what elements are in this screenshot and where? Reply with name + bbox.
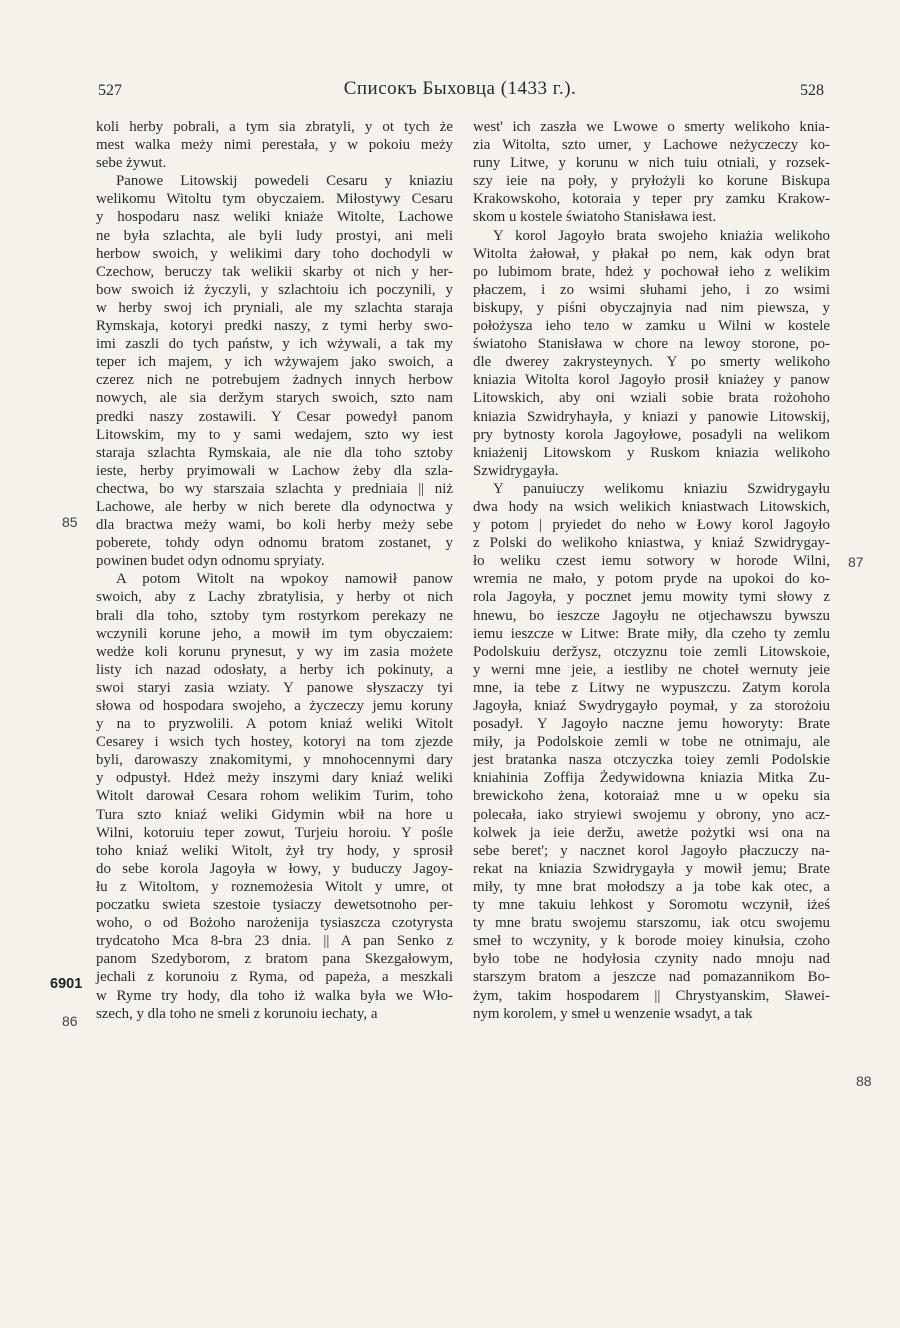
text-line: kolwek ja ieie deržu, awetże pożytki wsi ona na: [473, 824, 830, 841]
left-text-column: [96, 118, 453, 1023]
text-line: Czechow, beruczy tak welikii skarby ot nich y her-: [96, 263, 453, 280]
text-line: starszym bratom a jeszcze nad pomazannikom Bo-: [473, 969, 830, 986]
text-line: do sebe korola Jagoyła w łowy, y buduczy Jagoy-: [96, 860, 453, 877]
text-line: koli herby pobrali, a tym sia zbratyli, y ot tych że: [96, 119, 453, 135]
text-line: ieste, herby pryimowali w Lachow żeby dla szla-: [96, 462, 453, 479]
text-line: kniażenij Litowskom y Ruskom kniazia welikoho: [473, 444, 830, 461]
text-line: położysza ieho tело w zamku u Wilni w kostele: [473, 318, 830, 335]
text-line: Lachowe, ale herby w nich berete dla odynoctwa y: [96, 498, 453, 515]
text-line: hnewu, bo ieszcze Jagoyłu ne otjechawszu bywszu: [473, 607, 830, 624]
text-line: w herby swoj ich pryniali, ale my szlachta staraja: [96, 299, 453, 316]
text-line: płaczem, i zo wsimi słuhami jeho, i zo wsimi: [473, 281, 830, 298]
text-line: Szwidrygayła.: [473, 462, 559, 479]
page-number-right: 528: [800, 82, 824, 99]
text-line: było tobe ne hodyłosia czynity nado mnoju nad: [473, 951, 830, 968]
text-line: wczynili korune jeho, a mowił im tym obyczaiem:: [96, 625, 453, 642]
text-line: polecała, iako stryiewi swojemu y obrony, yno acz-: [473, 806, 830, 823]
text-line: bow swoich iż życzyli, y szlachtoiu ich poczynili, y: [96, 281, 453, 298]
text-line: Tura szto kniaź weliki Gidymin wbił na hore u: [96, 806, 453, 823]
text-line: kniazia Szwidryhayła, y kniazi y panowie Litowskij,: [473, 408, 830, 425]
text-line: chectwa, bo wy starszaia szlachta y predniaia || niż: [96, 480, 453, 497]
text-line: west' ich zaszła we Lwowe o smerty welikoho knia-: [473, 119, 830, 135]
margin-number: 86: [62, 1013, 78, 1029]
text-line: dwa hody na wsich welikich kniastwach Litowskich,: [473, 498, 830, 515]
text-line: brewickoho żena, kotoraiaż mne u w opeku sia: [473, 788, 830, 805]
text-line: byli, darowaszy znakomitymi, y mnohocennymi dary: [96, 752, 453, 769]
text-line: ty mne takuiu lehkost y Soromotu wczynił, iżeś: [473, 897, 830, 914]
text-line: iemu ieszcze w Litwe: Brate miły, dla czeho ty zemlu: [473, 625, 830, 642]
text-line: trydcatoho Mca 8-bra 23 dnia. || A pan Senko z: [96, 933, 453, 950]
text-line: staraja szlachta Rymskaia, ale nie dla toho sztoby: [96, 444, 453, 461]
text-line: ne była szlachta, ale byli ludy prostyi, ani meli: [96, 227, 453, 244]
text-line: woho, o od Bożoho narożenija tysiaszcza czotyrysta: [96, 915, 453, 932]
text-line: Jagoyła, kniaź Swydrygayło poymał, y za storożoiu: [473, 698, 830, 714]
running-title: Списокъ Быховца (1433 г.).: [343, 78, 577, 99]
text-line: sebe żywut.: [96, 155, 167, 172]
text-line: dla bractwa meży wami, bo koli herby meży sebe: [96, 517, 453, 534]
text-line: runy Litwe, y korunu w nich tuiu otniali, y rozsek-: [473, 155, 830, 172]
page-number-left: 527: [98, 82, 122, 99]
text-line: y odpustył. Hdeż meży inszymi dary kniaź weliki: [96, 770, 453, 787]
text-line: łu z Witoltom, y roznemożesia Witolt y umre, ot: [96, 878, 453, 895]
text-line: swoi staryi zasia wziaty. Y panowe słyszaczy tyi: [96, 679, 453, 696]
margin-number: 87: [848, 554, 864, 570]
text-line: A potom Witolt na wpokoy namowił panow: [116, 571, 453, 588]
text-line: wedże koli korunu prynesut, y wy im zasia możete: [96, 643, 453, 660]
text-line: kniahinia Zoffija Żedywidowna kniazia Mitka Zu-: [473, 770, 830, 787]
margin-number: 85: [62, 514, 78, 530]
text-line: listy ich nazad odosłaty, a herby ich pokinuty, a: [96, 661, 453, 678]
right-text-column: [473, 118, 830, 1023]
text-line: jest bratanka nasza otczyczka toiey zemli Podolskie: [473, 752, 830, 769]
text-line: ty mne bratu swojemu starszomu, iak otcu swojemu: [473, 915, 830, 932]
text-line: z Polski do welikoho kniastwa, y kniaź Szwidrygay-: [473, 535, 830, 552]
text-line: rekat na kniazia Szwidrygayła y mowił jemu; Brate: [473, 860, 830, 877]
text-line: y werni mne jeie, a iestliby ne choteł wernuty jeie: [473, 661, 830, 678]
running-header: [96, 78, 824, 106]
text-line: po lubimom brate, hdeż y pochował ieho z welikim: [473, 263, 830, 280]
text-line: nowych, ale sia deržym starych swoich, szto nam: [96, 390, 453, 407]
text-line: nym korolem, y smeł u wenzenie wsadyt, a tak: [473, 1005, 753, 1022]
text-line: powinen budet odyn odnomu spryiaty.: [96, 553, 325, 570]
text-line: teper ich majem, y ich wżywajem jako swoich, a: [96, 354, 453, 371]
text-line: Y panuiuczy welikomu kniaziu Szwidrygayłu: [493, 480, 830, 497]
text-line: Krakowskoho, kotoraia y teper pry zamku Krakow-: [473, 191, 830, 208]
text-line: Y korol Jagoyło brata swojeho kniażia welikoho: [493, 227, 830, 244]
text-line: w Ryme try hody, dla toho iż walka była we Wło-: [96, 987, 453, 1004]
text-line: toho kniaź weliki Witolt, żył try hody, y sprosił: [96, 842, 453, 859]
text-line: y na to pryzwolili. A potom kniaź weliki Witolt: [96, 716, 453, 733]
text-line: imi zaszli do tych państw, y ich wżywali, a tak my: [96, 336, 453, 353]
text-line: czerez nich ne potrebujem żadnych innych herbow: [96, 372, 453, 389]
text-line: wremia ne mało, y potom pryde na upokoi do ko-: [473, 571, 830, 588]
text-line: brali dla toho, sztoby tym rostyrkom perekazy ne: [96, 607, 453, 624]
text-line: welikomu Witoltu tym obyczaiem. Miłostywy Cesaru: [96, 191, 453, 208]
text-line: miły, ja Podolskoie zemli w tobe ne otnimaju, ale: [473, 734, 830, 751]
text-line: miły, ty mne brat mołodszy a ja tobe kak otec, a: [473, 878, 830, 895]
text-line: Litowskich, aby oni wziali sobie brata rożohoho: [473, 390, 830, 407]
text-line: ło weliku czest iemu sotwory w horode Wilni,: [473, 553, 830, 570]
text-line: zia Witolta, szto umer, y Lachowe neżyczeczy ko-: [473, 137, 830, 154]
text-line: jechali z korunoiu z Ryma, od papeża, a meszkali: [96, 969, 453, 986]
text-line: szy ieie na poły, y pryłożyli ko korune Biskupa: [473, 173, 830, 190]
text-line: skom u kostele światoho Stanisława iest.: [473, 209, 717, 226]
text-line: kniazia Witolta korol Jagoyło prosił kniażey y panow: [473, 372, 830, 389]
text-line: poberete, tohdy odyn odnomu bratom zostanet, y: [96, 535, 453, 552]
text-line: Litowskim, my to y sami wedajem, szto wy iest: [96, 426, 453, 443]
text-line: poczatku swieta szestoie tysiaczy dewetsotnoho per-: [96, 897, 453, 914]
text-line: rola Jagoyła, y pocznet jemu mowity tymi słowy z: [473, 589, 830, 606]
margin-number: 88: [856, 1073, 872, 1089]
text-line: panom Szedyborom, z bratom pana Skezgałowym,: [96, 951, 453, 968]
text-line: mest walka meży nimi perestała, y w pokoiu meży: [96, 137, 453, 154]
text-line: słowa od hospodara swojeho, a życzeczy jemu koruny: [96, 698, 453, 714]
text-line: smeł to wczynity, y k borode moiey kinułsia, czoho: [473, 933, 830, 950]
text-line: Podolskuiu deržysz, otczyznu toie zemli Litowskoie,: [473, 643, 830, 660]
text-line: Witolta żałował, y płakał po nem, kak odyn brat: [473, 245, 830, 262]
text-line: pry bytnosty korola Jagoyłowe, posadyli na welikom: [473, 426, 830, 443]
text-line: herbow swoich, y welikimi dary toho dochodyli w: [96, 245, 453, 262]
text-line: Rymskaja, kotoryi predki naszy, z tymi herby swo-: [96, 318, 453, 335]
text-line: Witolt darował Cesara rohom welikim Turim, toho: [96, 788, 453, 805]
text-line: y hospodaru nasz weliki kniaże Witolte, Lachowe: [96, 209, 453, 226]
text-line: y potom | pryiedet do neho w Łowy korol Jagoyło: [473, 517, 830, 534]
text-line: żym, takim hospodarem || Chrystyanskim, Sławei-: [473, 987, 830, 1004]
text-line: swoich, aby z Lachy zbratylisia, y herby ot nich: [96, 589, 453, 606]
text-line: szech, y dla toho ne smeli z korunoiu iechaty, a: [96, 1005, 378, 1022]
text-line: Panowe Litowskij powedeli Cesaru y kniaziu: [116, 173, 453, 190]
text-line: biskupy, y piśni obyczajnyia nad nim piewsza, y: [473, 299, 830, 316]
text-line: posadył. Y Jagoyło naczne jemu howoryty: Brate: [473, 716, 830, 733]
text-line: Wilni, kotoruiu teper zowut, Turjeiu horoiu. Y poślе: [96, 824, 453, 841]
text-line: dle dwerey zakrysteynych. Y po smerty welikoho: [473, 354, 830, 371]
text-line: sebe beret'; y nacznet korol Jagoyło płaczuczy na-: [473, 842, 830, 859]
text-line: mne, ia tebe z Litwy ne wypuszczu. Zatym korola: [473, 679, 830, 696]
margin-year-number: 6901: [50, 976, 83, 992]
text-line: światoho Stanisława w chore na lewoy storone, po-: [473, 336, 830, 353]
text-line: Cesarey i wsich tych hostey, kotoryi na tom zjezde: [96, 734, 453, 751]
text-line: predki naszy zostawili. Y Cesar powedył panom: [96, 408, 453, 425]
